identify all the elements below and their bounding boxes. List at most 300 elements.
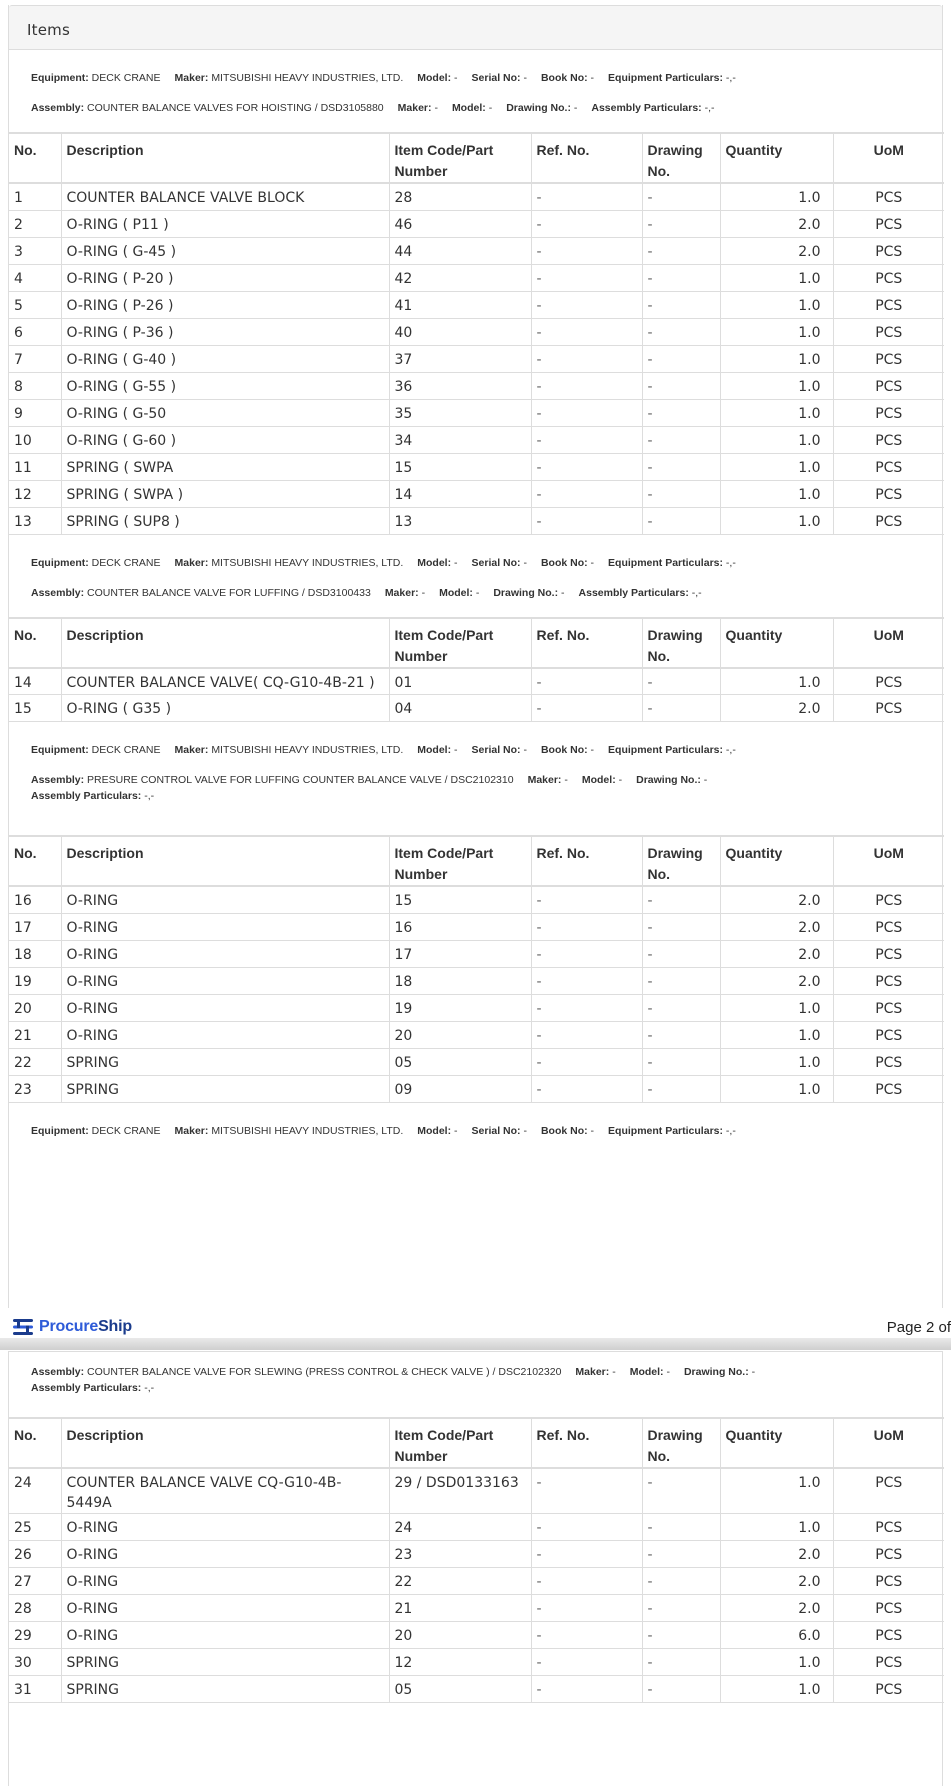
cell-ref-no: - bbox=[531, 318, 642, 345]
equipment-label: Equipment: bbox=[31, 1124, 89, 1137]
model-label: Model: bbox=[417, 744, 452, 756]
serial-no-value: - bbox=[523, 556, 527, 569]
column-header-no: No. bbox=[9, 836, 61, 886]
cell-description: O-RING ( G-50 bbox=[61, 399, 389, 426]
cell-no: 30 bbox=[9, 1649, 61, 1676]
procureship-logo-text bbox=[39, 1318, 132, 1336]
equipment-particulars-value: -,- bbox=[725, 72, 736, 84]
book-no-value: - bbox=[590, 1124, 595, 1137]
items-table bbox=[9, 835, 944, 1103]
cell-no: 4 bbox=[9, 264, 61, 291]
drawing-no-label: Drawing No.: bbox=[493, 586, 559, 599]
column-header-ref-no: Ref. No. bbox=[531, 836, 642, 886]
cell-ref-no: - bbox=[531, 183, 642, 210]
serial-no-value: - bbox=[523, 744, 527, 756]
equipment-particulars-label: Equipment Particulars: bbox=[608, 556, 723, 569]
cell-quantity: 2.0 bbox=[720, 886, 833, 913]
drawing-no-label: Drawing No.: bbox=[683, 1366, 749, 1378]
cell-no: 27 bbox=[9, 1568, 61, 1595]
cell-uom: PCS bbox=[833, 967, 944, 994]
cell-drawing-no: - bbox=[642, 210, 720, 237]
procureship-logo-icon bbox=[12, 1316, 34, 1338]
cell-quantity: 1.0 bbox=[720, 1649, 833, 1676]
table-row bbox=[9, 318, 944, 345]
cell-ref-no: - bbox=[531, 237, 642, 264]
table-row bbox=[9, 264, 944, 291]
cell-item-code: 21 bbox=[389, 1595, 531, 1622]
column-header-quantity: Quantity bbox=[720, 836, 833, 886]
cell-quantity: 2.0 bbox=[720, 695, 833, 722]
cell-uom: PCS bbox=[833, 1622, 944, 1649]
maker-label: Maker: bbox=[174, 72, 209, 84]
cell-drawing-no: - bbox=[642, 318, 720, 345]
table-row bbox=[9, 237, 944, 264]
table-row bbox=[9, 1676, 944, 1703]
assembly-model-label: Model: bbox=[439, 586, 473, 599]
cell-description: O-RING ( P-20 ) bbox=[61, 264, 389, 291]
serial-no-label: Serial No: bbox=[471, 1124, 521, 1137]
drawing-no-value: - bbox=[751, 1366, 756, 1378]
assembly-model-value: - bbox=[475, 586, 480, 599]
cell-description: O-RING bbox=[61, 967, 389, 994]
cell-ref-no: - bbox=[531, 695, 642, 722]
cell-no: 11 bbox=[9, 453, 61, 480]
cell-uom: PCS bbox=[833, 399, 944, 426]
cell-drawing-no: - bbox=[642, 1048, 720, 1075]
cell-ref-no: - bbox=[531, 345, 642, 372]
cell-ref-no: - bbox=[531, 1649, 642, 1676]
table-row bbox=[9, 886, 944, 913]
model-value: - bbox=[454, 72, 458, 84]
column-header-uom: UoM bbox=[833, 618, 944, 668]
column-header-uom: UoM bbox=[833, 133, 944, 183]
cell-item-code: 22 bbox=[389, 1568, 531, 1595]
cell-quantity: 1.0 bbox=[720, 291, 833, 318]
cell-uom: PCS bbox=[833, 1048, 944, 1075]
assembly-label: Assembly: bbox=[31, 586, 85, 599]
cell-quantity: 1.0 bbox=[720, 507, 833, 534]
table-row bbox=[9, 399, 944, 426]
table-row bbox=[9, 372, 944, 399]
cell-no: 16 bbox=[9, 886, 61, 913]
cell-item-code: 28 bbox=[389, 183, 531, 210]
cell-description: O-RING bbox=[61, 1514, 389, 1541]
drawing-no-value: - bbox=[573, 102, 578, 114]
cell-no: 10 bbox=[9, 426, 61, 453]
column-header-drawing-no: Drawing No. bbox=[642, 1418, 720, 1468]
model-label: Model: bbox=[417, 72, 452, 84]
maker-value: MITSUBISHI HEAVY INDUSTRIES, LTD. bbox=[211, 556, 404, 569]
assembly-particulars-label: Assembly Particulars: bbox=[31, 790, 142, 802]
cell-quantity: 2.0 bbox=[720, 1541, 833, 1568]
table-row bbox=[9, 1595, 944, 1622]
model-value: - bbox=[454, 1124, 458, 1137]
equipment-value: DECK CRANE bbox=[91, 72, 161, 84]
cell-no: 29 bbox=[9, 1622, 61, 1649]
drawing-no-label: Drawing No.: bbox=[636, 774, 701, 786]
cell-item-code: 34 bbox=[389, 426, 531, 453]
book-no-label: Book No: bbox=[540, 744, 588, 756]
equipment-info bbox=[9, 722, 942, 835]
cell-quantity: 1.0 bbox=[720, 345, 833, 372]
table-row bbox=[9, 1568, 944, 1595]
cell-uom: PCS bbox=[833, 453, 944, 480]
maker-label: Maker: bbox=[174, 744, 209, 756]
cell-drawing-no: - bbox=[642, 1676, 720, 1703]
cell-no: 20 bbox=[9, 994, 61, 1021]
assembly-line bbox=[31, 585, 928, 601]
cell-description: O-RING bbox=[61, 1622, 389, 1649]
assembly-model-value: - bbox=[666, 1366, 670, 1378]
cell-description: O-RING bbox=[61, 940, 389, 967]
table-row bbox=[9, 1468, 944, 1514]
equipment-label: Equipment: bbox=[31, 744, 89, 756]
cell-description: O-RING bbox=[61, 1021, 389, 1048]
assembly-label: Assembly: bbox=[31, 774, 85, 786]
assembly-particulars-label: Assembly Particulars: bbox=[31, 1382, 142, 1394]
column-header-quantity: Quantity bbox=[720, 133, 833, 183]
column-header-item-code: Item Code/Part Number bbox=[389, 836, 531, 886]
cell-drawing-no: - bbox=[642, 372, 720, 399]
cell-ref-no: - bbox=[531, 1021, 642, 1048]
assembly-label: Assembly: bbox=[31, 1366, 85, 1378]
book-no-value: - bbox=[590, 556, 595, 569]
cell-no: 28 bbox=[9, 1595, 61, 1622]
cell-quantity: 1.0 bbox=[720, 1468, 833, 1514]
cell-no: 26 bbox=[9, 1541, 61, 1568]
cell-uom: PCS bbox=[833, 1075, 944, 1102]
cell-quantity: 1.0 bbox=[720, 1021, 833, 1048]
assembly-particulars-line bbox=[31, 788, 928, 804]
equipment-info bbox=[9, 1103, 942, 1139]
cell-drawing-no: - bbox=[642, 994, 720, 1021]
cell-no: 21 bbox=[9, 1021, 61, 1048]
assembly-model-label: Model: bbox=[629, 1366, 664, 1378]
cell-item-code: 16 bbox=[389, 913, 531, 940]
assembly-line bbox=[31, 1364, 928, 1380]
equipment-info bbox=[9, 50, 942, 132]
cell-description: COUNTER BALANCE VALVE BLOCK bbox=[61, 183, 389, 210]
cell-ref-no: - bbox=[531, 372, 642, 399]
cell-uom: PCS bbox=[833, 1676, 944, 1703]
cell-drawing-no: - bbox=[642, 1075, 720, 1102]
book-no-value: - bbox=[590, 72, 595, 84]
cell-drawing-no: - bbox=[642, 480, 720, 507]
cell-quantity: 1.0 bbox=[720, 453, 833, 480]
cell-description: SPRING ( SWPA ) bbox=[61, 480, 389, 507]
cell-uom: PCS bbox=[833, 913, 944, 940]
cell-uom: PCS bbox=[833, 1541, 944, 1568]
cell-description: O-RING bbox=[61, 886, 389, 913]
cell-drawing-no: - bbox=[642, 1568, 720, 1595]
assembly-maker-value: - bbox=[612, 1366, 616, 1378]
cell-description: O-RING ( P11 ) bbox=[61, 210, 389, 237]
cell-ref-no: - bbox=[531, 1514, 642, 1541]
assembly-line bbox=[31, 772, 928, 788]
column-header-item-code: Item Code/Part Number bbox=[389, 1418, 531, 1468]
cell-item-code: 20 bbox=[389, 1021, 531, 1048]
cell-quantity: 2.0 bbox=[720, 237, 833, 264]
cell-drawing-no: - bbox=[642, 183, 720, 210]
panel-title: Items bbox=[9, 5, 942, 50]
cell-ref-no: - bbox=[531, 1468, 642, 1514]
table-row bbox=[9, 1514, 944, 1541]
cell-uom: PCS bbox=[833, 318, 944, 345]
cell-item-code: 15 bbox=[389, 453, 531, 480]
items-table bbox=[9, 1417, 944, 1703]
column-header-item-code: Item Code/Part Number bbox=[389, 618, 531, 668]
cell-uom: PCS bbox=[833, 237, 944, 264]
cell-ref-no: - bbox=[531, 1568, 642, 1595]
cell-ref-no: - bbox=[531, 1676, 642, 1703]
assembly-particulars-value: -,- bbox=[704, 102, 715, 114]
cell-uom: PCS bbox=[833, 372, 944, 399]
items-table bbox=[9, 617, 944, 723]
equipment-line bbox=[31, 555, 928, 571]
cell-description: COUNTER BALANCE VALVE( CQ-G10-4B-21 ) bbox=[61, 668, 389, 695]
column-header-description: Description bbox=[61, 618, 389, 668]
cell-item-code: 05 bbox=[389, 1048, 531, 1075]
cell-ref-no: - bbox=[531, 1541, 642, 1568]
items-table bbox=[9, 132, 944, 535]
cell-description: O-RING bbox=[61, 1568, 389, 1595]
column-header-ref-no: Ref. No. bbox=[531, 133, 642, 183]
cell-ref-no: - bbox=[531, 1075, 642, 1102]
cell-quantity: 1.0 bbox=[720, 1514, 833, 1541]
cell-item-code: 09 bbox=[389, 1075, 531, 1102]
drawing-no-label: Drawing No.: bbox=[506, 102, 571, 114]
cell-drawing-no: - bbox=[642, 1595, 720, 1622]
cell-ref-no: - bbox=[531, 291, 642, 318]
cell-quantity: 2.0 bbox=[720, 940, 833, 967]
cell-drawing-no: - bbox=[642, 426, 720, 453]
equipment-particulars-label: Equipment Particulars: bbox=[608, 744, 723, 756]
assembly-maker-label: Maker: bbox=[397, 102, 432, 114]
cell-uom: PCS bbox=[833, 507, 944, 534]
cell-description: SPRING ( SWPA bbox=[61, 453, 389, 480]
assembly-info bbox=[9, 1352, 942, 1417]
assembly-model-value: - bbox=[618, 774, 623, 786]
cell-no: 14 bbox=[9, 668, 61, 695]
cell-no: 24 bbox=[9, 1468, 61, 1514]
maker-label: Maker: bbox=[174, 1124, 209, 1137]
table-row bbox=[9, 1075, 944, 1102]
equipment-particulars-value: -,- bbox=[725, 1124, 736, 1137]
cell-drawing-no: - bbox=[642, 237, 720, 264]
column-header-item-code: Item Code/Part Number bbox=[389, 133, 531, 183]
equipment-label: Equipment: bbox=[31, 556, 89, 569]
cell-ref-no: - bbox=[531, 210, 642, 237]
cell-ref-no: - bbox=[531, 940, 642, 967]
column-header-description: Description bbox=[61, 1418, 389, 1468]
cell-description: SPRING bbox=[61, 1649, 389, 1676]
assembly-label: Assembly: bbox=[31, 102, 85, 114]
model-value: - bbox=[454, 556, 458, 569]
column-header-drawing-no: Drawing No. bbox=[642, 836, 720, 886]
assembly-value: PRESURE CONTROL VALVE FOR LUFFING COUNTER BALANCE VALVE / DSC2102310 bbox=[87, 774, 514, 786]
serial-no-label: Serial No: bbox=[471, 72, 521, 84]
cell-quantity: 1.0 bbox=[720, 183, 833, 210]
column-header-drawing-no: Drawing No. bbox=[642, 618, 720, 668]
assembly-model-label: Model: bbox=[581, 774, 616, 786]
table-row bbox=[9, 913, 944, 940]
maker-value: MITSUBISHI HEAVY INDUSTRIES, LTD. bbox=[211, 72, 404, 84]
model-label: Model: bbox=[417, 1124, 452, 1137]
table-row bbox=[9, 480, 944, 507]
book-no-label: Book No: bbox=[540, 1124, 588, 1137]
cell-item-code: 15 bbox=[389, 886, 531, 913]
assembly-particulars-value: -,- bbox=[144, 1382, 155, 1394]
cell-drawing-no: - bbox=[642, 1541, 720, 1568]
cell-uom: PCS bbox=[833, 1021, 944, 1048]
cell-uom: PCS bbox=[833, 426, 944, 453]
table-row bbox=[9, 507, 944, 534]
assembly-value: COUNTER BALANCE VALVES FOR HOISTING / DSD3105880 bbox=[87, 102, 384, 114]
assembly-particulars-line bbox=[31, 1380, 928, 1396]
cell-no: 17 bbox=[9, 913, 61, 940]
cell-quantity: 1.0 bbox=[720, 399, 833, 426]
equipment-info bbox=[9, 535, 942, 617]
cell-item-code: 13 bbox=[389, 507, 531, 534]
cell-drawing-no: - bbox=[642, 345, 720, 372]
cell-item-code: 12 bbox=[389, 1649, 531, 1676]
cell-item-code: 14 bbox=[389, 480, 531, 507]
cell-description: SPRING bbox=[61, 1048, 389, 1075]
cell-item-code: 04 bbox=[389, 695, 531, 722]
cell-no: 5 bbox=[9, 291, 61, 318]
cell-description: O-RING ( G-45 ) bbox=[61, 237, 389, 264]
cell-item-code: 44 bbox=[389, 237, 531, 264]
cell-description: O-RING ( P-26 ) bbox=[61, 291, 389, 318]
table-header-row bbox=[9, 133, 944, 183]
table-header-row bbox=[9, 618, 944, 668]
equipment-line bbox=[31, 1123, 928, 1139]
cell-item-code: 20 bbox=[389, 1622, 531, 1649]
cell-description: O-RING ( G-55 ) bbox=[61, 372, 389, 399]
column-header-description: Description bbox=[61, 133, 389, 183]
cell-description: COUNTER BALANCE VALVE CQ-G10-4B-5449A bbox=[61, 1468, 389, 1514]
equipment-label: Equipment: bbox=[31, 72, 89, 84]
table-row bbox=[9, 994, 944, 1021]
cell-item-code: 29 / DSD0133163 bbox=[389, 1468, 531, 1514]
table-row bbox=[9, 1541, 944, 1568]
assembly-maker-value: - bbox=[434, 102, 438, 114]
cell-uom: PCS bbox=[833, 695, 944, 722]
cell-drawing-no: - bbox=[642, 668, 720, 695]
cell-description: O-RING ( P-36 ) bbox=[61, 318, 389, 345]
cell-description: SPRING bbox=[61, 1075, 389, 1102]
cell-item-code: 19 bbox=[389, 994, 531, 1021]
column-header-no: No. bbox=[9, 618, 61, 668]
cell-uom: PCS bbox=[833, 886, 944, 913]
book-no-label: Book No: bbox=[540, 72, 588, 84]
cell-drawing-no: - bbox=[642, 913, 720, 940]
model-value: - bbox=[454, 744, 458, 756]
cell-quantity: 2.0 bbox=[720, 210, 833, 237]
cell-uom: PCS bbox=[833, 264, 944, 291]
cell-drawing-no: - bbox=[642, 1514, 720, 1541]
cell-quantity: 1.0 bbox=[720, 1676, 833, 1703]
cell-no: 3 bbox=[9, 237, 61, 264]
table-row bbox=[9, 940, 944, 967]
book-no-value: - bbox=[590, 744, 595, 756]
cell-drawing-no: - bbox=[642, 507, 720, 534]
cell-uom: PCS bbox=[833, 940, 944, 967]
cell-quantity: 2.0 bbox=[720, 1568, 833, 1595]
cell-ref-no: - bbox=[531, 913, 642, 940]
cell-no: 9 bbox=[9, 399, 61, 426]
column-header-ref-no: Ref. No. bbox=[531, 618, 642, 668]
cell-drawing-no: - bbox=[642, 291, 720, 318]
cell-description: O-RING bbox=[61, 1595, 389, 1622]
equipment-value: DECK CRANE bbox=[91, 556, 161, 569]
cell-ref-no: - bbox=[531, 967, 642, 994]
cell-uom: PCS bbox=[833, 668, 944, 695]
table-row bbox=[9, 967, 944, 994]
cell-no: 23 bbox=[9, 1075, 61, 1102]
serial-no-label: Serial No: bbox=[471, 556, 521, 569]
table-row bbox=[9, 668, 944, 695]
cell-drawing-no: - bbox=[642, 940, 720, 967]
cell-ref-no: - bbox=[531, 1622, 642, 1649]
cell-no: 12 bbox=[9, 480, 61, 507]
assembly-particulars-label: Assembly Particulars: bbox=[578, 586, 689, 599]
cell-item-code: 35 bbox=[389, 399, 531, 426]
cell-quantity: 2.0 bbox=[720, 967, 833, 994]
equipment-particulars-value: -,- bbox=[725, 556, 736, 569]
cell-drawing-no: - bbox=[642, 399, 720, 426]
cell-description: O-RING ( G-60 ) bbox=[61, 426, 389, 453]
table-row bbox=[9, 1021, 944, 1048]
table-row bbox=[9, 1649, 944, 1676]
assembly-particulars-value: -,- bbox=[691, 586, 702, 599]
column-header-uom: UoM bbox=[833, 1418, 944, 1468]
cell-uom: PCS bbox=[833, 1649, 944, 1676]
cell-ref-no: - bbox=[531, 480, 642, 507]
cell-quantity: 1.0 bbox=[720, 426, 833, 453]
cell-quantity: 1.0 bbox=[720, 994, 833, 1021]
column-header-quantity: Quantity bbox=[720, 1418, 833, 1468]
maker-label: Maker: bbox=[174, 556, 209, 569]
cell-drawing-no: - bbox=[642, 886, 720, 913]
cell-no: 6 bbox=[9, 318, 61, 345]
cell-item-code: 46 bbox=[389, 210, 531, 237]
table-row bbox=[9, 453, 944, 480]
cell-no: 19 bbox=[9, 967, 61, 994]
cell-drawing-no: - bbox=[642, 1468, 720, 1514]
cell-quantity: 1.0 bbox=[720, 318, 833, 345]
cell-description: O-RING ( G-40 ) bbox=[61, 345, 389, 372]
assembly-model-value: - bbox=[488, 102, 493, 114]
cell-drawing-no: - bbox=[642, 453, 720, 480]
table-row bbox=[9, 210, 944, 237]
cell-no: 31 bbox=[9, 1676, 61, 1703]
cell-item-code: 24 bbox=[389, 1514, 531, 1541]
equipment-value: DECK CRANE bbox=[91, 1124, 161, 1137]
column-header-drawing-no: Drawing No. bbox=[642, 133, 720, 183]
column-header-description: Description bbox=[61, 836, 389, 886]
document-page-2 bbox=[8, 1351, 943, 1786]
cell-ref-no: - bbox=[531, 507, 642, 534]
cell-no: 15 bbox=[9, 695, 61, 722]
cell-quantity: 2.0 bbox=[720, 913, 833, 940]
assembly-value: COUNTER BALANCE VALVE FOR SLEWING (PRESS CONTROL & CHECK VALVE ) / DSC2102320 bbox=[87, 1366, 562, 1378]
cell-ref-no: - bbox=[531, 264, 642, 291]
equipment-particulars-value: -,- bbox=[725, 744, 736, 756]
cell-uom: PCS bbox=[833, 1468, 944, 1514]
drawing-no-value: - bbox=[703, 774, 708, 786]
procureship-logo bbox=[12, 1316, 132, 1338]
